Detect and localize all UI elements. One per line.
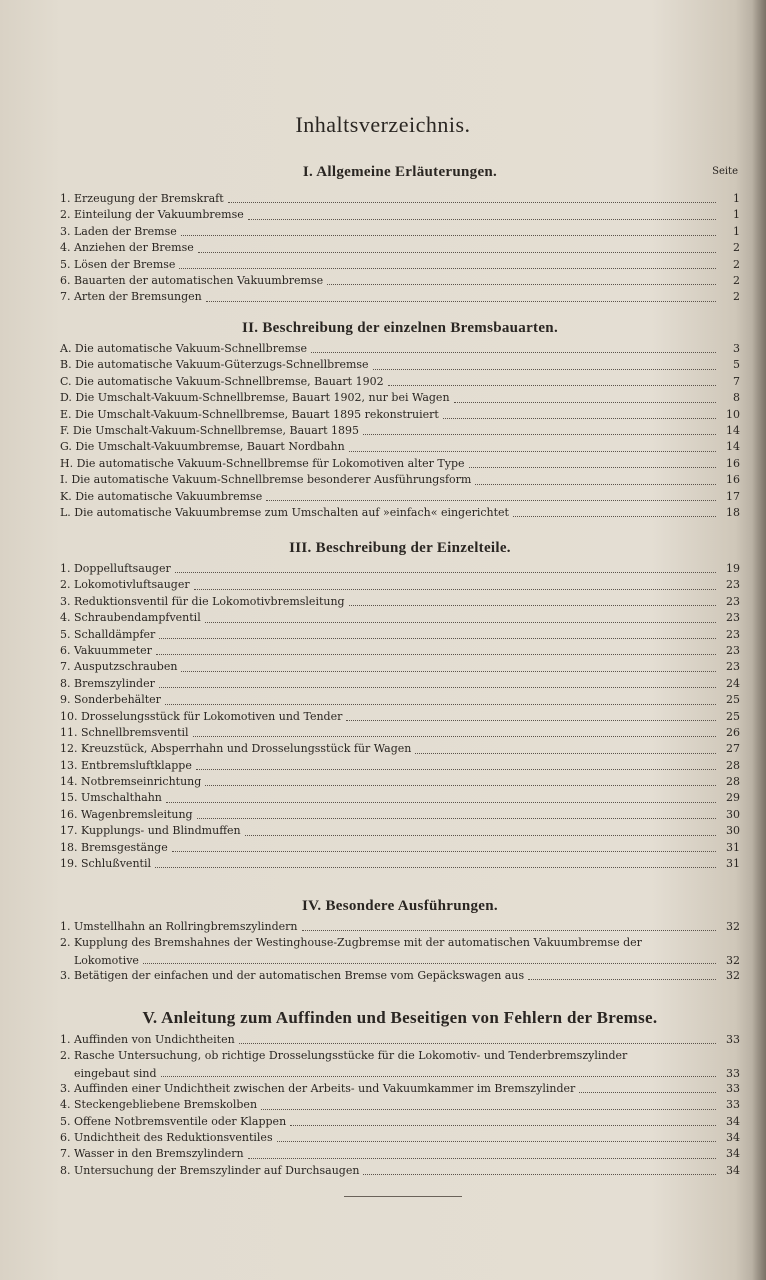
entry-page: 34	[726, 1130, 740, 1144]
entry-label: 7. Arten der Bremsungen	[60, 290, 202, 304]
entry-label-cont: Lokomotive	[74, 953, 139, 967]
leader-dots	[205, 622, 716, 623]
toc-entry	[60, 1048, 740, 1064]
leader-dots	[165, 704, 716, 705]
leader-dots	[363, 1174, 716, 1175]
entry-page: 29	[726, 791, 740, 805]
toc-entry	[60, 1130, 740, 1146]
leader-dots	[196, 769, 716, 770]
entry-label: 11. Schnellbremsventil	[60, 725, 189, 739]
toc-entry	[60, 289, 740, 305]
toc-entry	[60, 390, 740, 406]
section-2	[60, 320, 740, 521]
toc-entry	[60, 505, 740, 521]
leader-dots	[161, 1076, 716, 1077]
entry-label: 3. Reduktionsventil für die Lokomotivbremsleitung	[60, 594, 345, 608]
entry-label: 4. Schraubendampfventil	[60, 611, 201, 625]
section-4	[60, 898, 740, 984]
entry-label: 16. Wagenbremsleitung	[60, 807, 193, 821]
entry-label: 1. Auffinden von Undichtheiten	[60, 1032, 235, 1046]
leader-dots	[261, 1109, 716, 1110]
leader-dots	[248, 219, 716, 220]
leader-dots	[388, 385, 716, 386]
entry-page: 30	[726, 824, 740, 838]
toc-entry	[60, 659, 740, 675]
entry-page: 23	[726, 660, 740, 674]
entry-label: 3. Betätigen der einfachen und der automatischen Bremse vom Gepäckswagen aus	[60, 968, 525, 982]
entry-page: 14	[726, 423, 740, 437]
toc-entry	[60, 273, 740, 289]
leader-dots	[469, 467, 716, 468]
entry-label: 5. Lösen der Bremse	[60, 257, 176, 271]
entry-list	[60, 561, 740, 872]
leader-dots	[266, 500, 716, 501]
entry-page: 23	[726, 643, 740, 657]
entry-page: 31	[726, 857, 740, 871]
toc-entry	[60, 191, 740, 207]
section-heading: II. Beschreibung der einzelnen Bremsbauarten.	[241, 320, 558, 336]
leader-dots	[373, 369, 716, 370]
entry-page: 28	[726, 775, 740, 789]
toc-entry	[60, 423, 740, 439]
entry-page: 23	[726, 578, 740, 592]
toc-entry	[60, 856, 740, 872]
section-1	[60, 164, 740, 306]
leader-dots	[181, 235, 716, 236]
entry-page: 28	[726, 758, 740, 772]
leader-dots	[197, 818, 716, 819]
toc-entry	[60, 357, 740, 373]
leader-dots	[454, 402, 716, 403]
toc-entry	[60, 840, 740, 856]
entry-page: 34	[726, 1114, 740, 1128]
entry-list	[60, 1032, 740, 1179]
entry-page: 33	[726, 1081, 740, 1095]
entry-label: 3. Laden der Bremse	[60, 224, 177, 238]
entry-page: 7	[733, 374, 740, 388]
toc-entry-continuation	[60, 952, 740, 968]
entry-page: 32	[726, 953, 740, 967]
entry-page: 34	[726, 1163, 740, 1177]
toc-entry	[60, 627, 740, 643]
leader-dots	[239, 1043, 716, 1044]
section-heading: I. Allgemeine Erläuterungen.	[302, 164, 498, 180]
entry-label: 9. Sonderbehälter	[60, 693, 161, 707]
entry-page: 1	[733, 224, 740, 238]
entry-label: 6. Undichtheit des Reduktionsventiles	[60, 1130, 273, 1144]
entry-page: 19	[726, 561, 740, 575]
toc-entry	[60, 968, 740, 984]
entry-label: 2. Rasche Untersuchung, ob richtige Drosselungsstücke für die Lokomotiv- und Tenderbremszylinder	[60, 1049, 628, 1063]
leader-dots	[228, 202, 716, 203]
entry-label: C. Die automatische Vakuum-Schnellbremse, Bauart 1902	[60, 374, 384, 388]
toc-entry	[60, 240, 740, 256]
entry-label: 7. Ausputzschrauben	[60, 660, 178, 674]
entry-label: 14. Notbremseinrichtung	[60, 775, 202, 789]
leader-dots	[179, 268, 716, 269]
seite-label: Seite	[712, 166, 738, 177]
entry-page: 2	[733, 257, 740, 271]
entry-label: 4. Steckengebliebene Bremskolben	[60, 1098, 258, 1112]
entry-label: K. Die automatische Vakuumbremse	[60, 489, 263, 503]
entry-page: 24	[726, 676, 740, 690]
leader-dots	[346, 720, 716, 721]
leader-dots	[349, 605, 716, 606]
toc-entry	[60, 935, 740, 951]
leader-dots	[181, 671, 716, 672]
toc-entry	[60, 472, 740, 488]
toc-entry	[60, 774, 740, 790]
entry-label: E. Die Umschalt-Vakuum-Schnellbremse, Bauart 1895 rekonstruiert	[60, 407, 439, 421]
leader-dots	[175, 572, 716, 573]
entry-page: 34	[726, 1147, 740, 1161]
leader-dots	[443, 418, 716, 419]
entry-label: 2. Einteilung der Vakuumbremse	[60, 208, 244, 222]
leader-dots	[206, 301, 716, 302]
toc-entry	[60, 439, 740, 455]
toc-entry-continuation	[60, 1065, 740, 1081]
leader-dots	[363, 434, 716, 435]
toc-entry	[60, 561, 740, 577]
entry-label: 2. Lokomotivluftsauger	[60, 578, 190, 592]
leader-dots	[198, 252, 716, 253]
entry-page: 18	[726, 505, 740, 519]
entry-label: 6. Bauarten der automatischen Vakuumbremse	[60, 273, 324, 287]
entry-page: 23	[726, 627, 740, 641]
entry-list	[60, 191, 740, 306]
entry-page: 32	[726, 919, 740, 933]
toc-entry	[60, 1146, 740, 1162]
entry-page: 32	[726, 968, 740, 982]
entry-page: 25	[726, 693, 740, 707]
toc-entry	[60, 1032, 740, 1048]
toc-entry	[60, 224, 740, 240]
entry-page: 1	[733, 208, 740, 222]
entry-label: 12. Kreuzstück, Absperrhahn und Drosselungsstück für Wagen	[60, 742, 412, 756]
entry-label: 19. Schlußventil	[60, 857, 151, 871]
toc-entry	[60, 741, 740, 757]
entry-page: 2	[733, 273, 740, 287]
entry-page: 26	[726, 725, 740, 739]
entry-label: 5. Schalldämpfer	[60, 627, 156, 641]
leader-dots	[205, 785, 716, 786]
leader-dots	[528, 979, 716, 980]
section-heading: IV. Besondere Ausführungen.	[302, 898, 498, 914]
leader-dots	[349, 451, 716, 452]
entry-page: 17	[726, 489, 740, 503]
entry-label: 4. Anziehen der Bremse	[60, 241, 194, 255]
entry-page: 23	[726, 594, 740, 608]
entry-label: 10. Drosselungsstück für Lokomotiven und Tender	[60, 709, 343, 723]
entry-page: 10	[726, 407, 740, 421]
toc-entry	[60, 919, 740, 935]
entry-label: 17. Kupplungs- und Blindmuffen	[60, 824, 241, 838]
toc-entry	[60, 790, 740, 806]
entry-page: 33	[726, 1098, 740, 1112]
entry-page: 23	[726, 611, 740, 625]
entry-page: 14	[726, 440, 740, 454]
toc-entry	[60, 1097, 740, 1113]
entry-page: 27	[726, 742, 740, 756]
toc-entry	[60, 758, 740, 774]
entry-page: 1	[733, 191, 740, 205]
leader-dots	[415, 753, 716, 754]
leader-dots	[302, 930, 716, 931]
entry-page: 30	[726, 807, 740, 821]
leader-dots	[513, 516, 716, 517]
entry-label: 1. Doppelluftsauger	[60, 561, 171, 575]
leader-dots	[277, 1141, 716, 1142]
toc-entry	[60, 1114, 740, 1130]
leader-dots	[166, 802, 716, 803]
section-5	[60, 1008, 740, 1179]
toc-entry	[60, 456, 740, 472]
entry-page: 16	[726, 456, 740, 470]
toc-entry	[60, 257, 740, 273]
entry-label: 3. Auffinden einer Undichtheit zwischen der Arbeits- und Vakuumkammer im Bremszylinder	[60, 1081, 576, 1095]
toc-entry	[60, 692, 740, 708]
entry-label: B. Die automatische Vakuum-Güterzugs-Schnellbremse	[60, 358, 369, 372]
section-3	[60, 540, 740, 872]
entry-label: 13. Entbremsluftklappe	[60, 758, 192, 772]
toc-entry	[60, 709, 740, 725]
toc-entry	[60, 577, 740, 593]
entry-label-cont: eingebaut sind	[74, 1066, 157, 1080]
entry-page: 3	[733, 341, 740, 355]
entry-label: A. Die automatische Vakuum-Schnellbremse	[60, 341, 308, 355]
toc-entry	[60, 341, 740, 357]
leader-dots	[475, 484, 716, 485]
leader-dots	[311, 352, 716, 353]
toc-entry	[60, 823, 740, 839]
section-heading: III. Beschreibung der Einzelteile.	[289, 540, 511, 556]
entry-page: 5	[733, 358, 740, 372]
toc-entry	[60, 807, 740, 823]
toc-entry	[60, 1081, 740, 1097]
toc-entry	[60, 374, 740, 390]
entry-page: 8	[733, 391, 740, 405]
entry-label: 2. Kupplung des Bremshahnes der Westinghouse-Zugbremse mit der automatischen Vakuumbremse der	[60, 936, 642, 950]
toc-entry	[60, 610, 740, 626]
leader-dots	[290, 1125, 716, 1126]
entry-label: 8. Bremszylinder	[60, 676, 155, 690]
entry-label: 1. Erzeugung der Bremskraft	[60, 191, 224, 205]
leader-dots	[327, 284, 716, 285]
leader-dots	[194, 589, 716, 590]
entry-list	[60, 341, 740, 521]
entry-page: 16	[726, 473, 740, 487]
entry-page: 2	[733, 290, 740, 304]
leader-dots	[193, 736, 716, 737]
leader-dots	[245, 835, 716, 836]
leader-dots	[248, 1158, 716, 1159]
leader-dots	[159, 638, 716, 639]
entry-label: 15. Umschalthahn	[60, 791, 162, 805]
entry-label: I. Die automatische Vakuum-Schnellbremse besonderer Ausführungsform	[60, 473, 472, 487]
entry-label: 6. Vakuummeter	[60, 643, 152, 657]
entry-label: 18. Bremsgestänge	[60, 840, 168, 854]
toc-entry	[60, 1163, 740, 1179]
entry-page: 2	[733, 241, 740, 255]
entry-page: 33	[726, 1066, 740, 1080]
entry-page: 25	[726, 709, 740, 723]
toc-entry	[60, 676, 740, 692]
entry-label: F. Die Umschalt-Vakuum-Schnellbremse, Bauart 1895	[60, 423, 359, 437]
toc-entry	[60, 643, 740, 659]
entry-label: 8. Untersuchung der Bremszylinder auf Durchsaugen	[60, 1163, 360, 1177]
entry-page: 31	[726, 840, 740, 854]
toc-entry	[60, 725, 740, 741]
entry-page: 33	[726, 1032, 740, 1046]
page-title: Inhaltsverzeichnis.	[295, 112, 471, 137]
leader-dots	[156, 654, 716, 655]
entry-label: H. Die automatische Vakuum-Schnellbremse für Lokomotiven alter Type	[60, 456, 465, 470]
entry-label: G. Die Umschalt-Vakuumbremse, Bauart Nordbahn	[60, 440, 345, 454]
leader-dots	[579, 1092, 716, 1093]
entry-label: 7. Wasser in den Bremszylindern	[60, 1147, 244, 1161]
closing-rule	[344, 1196, 462, 1197]
toc-entry	[60, 407, 740, 423]
entry-label: 5. Offene Notbremsventile oder Klappen	[60, 1114, 287, 1128]
leader-dots	[155, 867, 716, 868]
toc-entry	[60, 594, 740, 610]
leader-dots	[172, 851, 716, 852]
entry-label: D. Die Umschalt-Vakuum-Schnellbremse, Bauart 1902, nur bei Wagen	[60, 391, 450, 405]
leader-dots	[143, 963, 716, 964]
toc-entry	[60, 489, 740, 505]
toc-entry	[60, 207, 740, 223]
section-heading: V. Anleitung zum Auffinden und Beseitigen von Fehlern der Bremse.	[142, 1008, 658, 1027]
leader-dots	[159, 687, 716, 688]
entry-list	[60, 919, 740, 984]
entry-label: 1. Umstellhahn an Rollringbremszylindern	[60, 919, 298, 933]
entry-label: L. Die automatische Vakuumbremse zum Umschalten auf »einfach« eingerichtet	[60, 505, 509, 519]
